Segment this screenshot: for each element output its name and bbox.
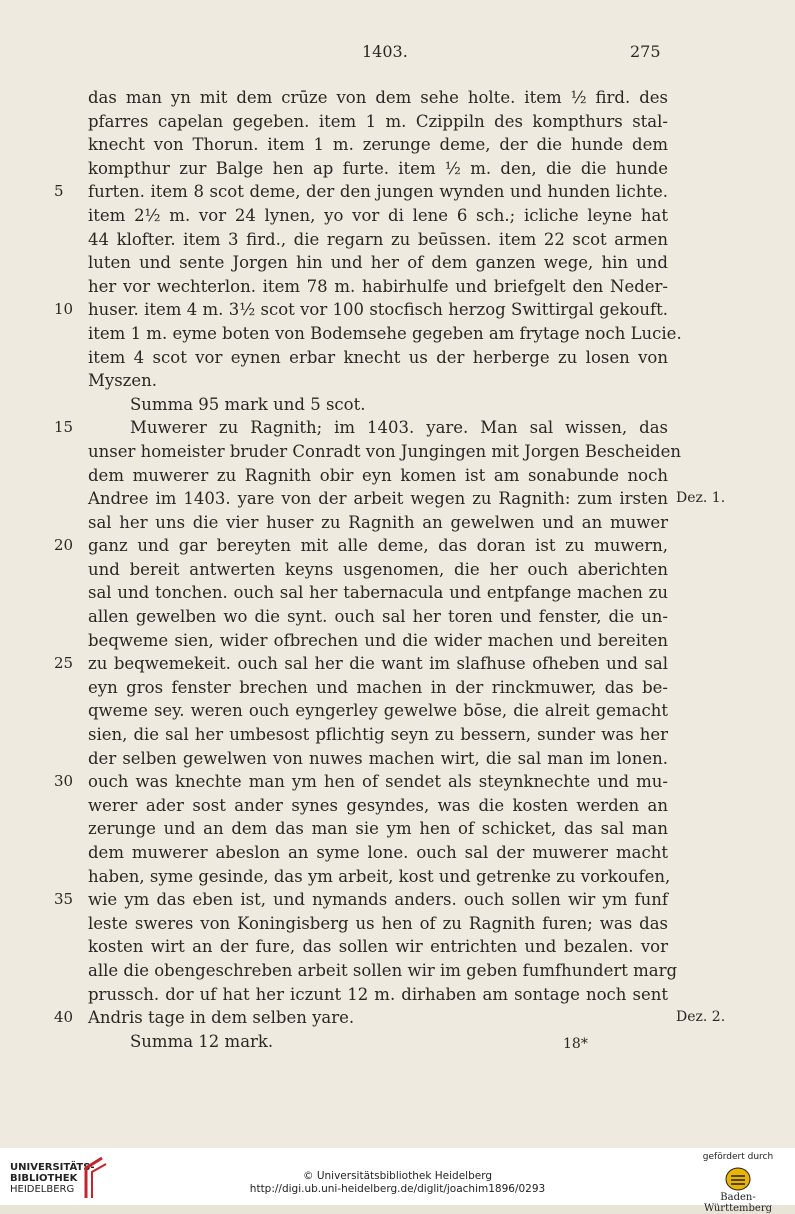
line-number: 20 xyxy=(54,536,74,555)
line-text: werer ader sost ander synes gesyndes, was die kosten werden an xyxy=(88,795,668,815)
line-text: huser. item 4 m. 3½ scot vor 100 stocfisch herzog Swittirgal gekouft. xyxy=(88,300,668,320)
margin-date-note: Dez. 2. xyxy=(676,1009,726,1026)
text-line xyxy=(88,747,668,771)
margin-date-note: Dez. 1. xyxy=(676,490,726,507)
line-text: Muwerer zu Ragnith; im 1403. yare. Man sal wissen, das xyxy=(130,418,668,438)
line-text: Myszen. xyxy=(88,371,158,391)
line-text: her vor wechterlon. item 78 m. habirhulfe und briefgelt den Neder- xyxy=(88,276,668,296)
line-text: ganz und gar bereyten mit alle deme, das doran ist zu muwern, xyxy=(88,536,668,556)
text-line xyxy=(88,464,668,488)
line-text: Summa 12 mark. xyxy=(130,1031,274,1051)
line-text: unser homeister bruder Conradt von Jungingen mit Jorgen Bescheiden xyxy=(88,441,682,461)
text-line xyxy=(88,629,668,653)
line-text: eyn gros fenster brechen und machen in der rinckmuwer, das be- xyxy=(88,677,668,697)
line-text: Andris tage in dem selben yare. xyxy=(88,1008,355,1028)
running-head-year: 1403. xyxy=(362,42,408,61)
line-text: beqweme sien, wider ofbrechen und die wider machen und bereiten xyxy=(88,630,668,650)
line-text: kosten wirt an der fure, das sollen wir entrichten und bezalen. vor xyxy=(88,937,668,957)
line-text: leste sweres von Koningisberg us hen of zu Ragnith furen; was das xyxy=(88,913,668,933)
line-text: allen gewelben wo die synt. ouch sal her toren und fenster, die un- xyxy=(88,607,668,627)
text-line xyxy=(54,770,668,794)
text-line xyxy=(88,935,668,959)
text-line xyxy=(88,794,668,818)
text-line xyxy=(88,912,668,936)
text-line xyxy=(88,110,668,134)
line-text: knecht von Thorun. item 1 m. zerunge deme, der die hunde dem xyxy=(88,135,668,155)
line-text: Summa 95 mark und 5 scot. xyxy=(130,394,366,414)
line-text: zu beqwemekeit. ouch sal her die want im slafhuse ofheben und sal xyxy=(88,654,668,674)
text-line xyxy=(88,369,668,393)
line-text: kompthur zur Balge hen ap furte. item ½ m. den, die die hunde xyxy=(88,158,668,178)
text-line xyxy=(88,440,682,464)
line-number: 5 xyxy=(54,182,64,201)
text-line xyxy=(88,699,668,723)
text-line xyxy=(88,865,671,889)
line-text: zerunge und an dem das man sie ym hen of schicket, das sal man xyxy=(88,819,668,839)
line-text: Andree im 1403. yare von der arbeit wegen zu Ragnith: zum irsten xyxy=(88,489,668,509)
line-text: ouch was knechte man ym hen of sendet als steynknechte und mu- xyxy=(88,772,668,792)
line-text: pfarres capelan gegeben. item 1 m. Czippiln des kompthurs stal- xyxy=(88,111,668,131)
line-text: das man yn mit dem crūze von dem sehe holte. item ½ fird. des xyxy=(88,88,668,107)
line-number: 35 xyxy=(54,890,74,909)
line-text: dem muwerer zu Ragnith obir eyn komen ist am sonabunde noch xyxy=(88,465,668,485)
sponsor-name: Baden-Württemberg xyxy=(703,1192,773,1214)
text-line xyxy=(88,393,668,417)
line-text: prussch. dor uf hat her iczunt 12 m. dirhaben am sontage noch sent xyxy=(88,984,668,1004)
text-line xyxy=(88,346,668,370)
text-line xyxy=(88,817,668,841)
text-line xyxy=(88,959,678,983)
text-line xyxy=(54,652,668,676)
line-text: sal her uns die vier huser zu Ragnith an gewelwen und an muwer xyxy=(88,512,668,532)
signature-mark: 18* xyxy=(563,1036,588,1052)
viewer-footer xyxy=(0,1148,795,1214)
text-line xyxy=(88,86,668,110)
line-number: 25 xyxy=(54,654,74,673)
line-text: item 1 m. eyme boten von Bodemsehe gegeben am frytage noch Lucie. xyxy=(88,323,682,343)
library-name-line: BIBLIOTHEK xyxy=(10,1173,78,1184)
text-line xyxy=(88,157,668,181)
text-line xyxy=(88,723,668,747)
line-text: und bereit antwerten keyns usgenomen, die her ouch aberichten xyxy=(88,559,668,579)
text-line xyxy=(88,251,668,275)
text-line xyxy=(88,133,668,157)
copyright-notice: © Universitätsbibliothek Heidelberg xyxy=(302,1170,492,1182)
text-line xyxy=(88,605,668,629)
text-line xyxy=(88,322,682,346)
line-text: dem muwerer abeslon an syme lone. ouch sal der muwerer macht xyxy=(88,843,668,862)
line-text: furten. item 8 scot deme, der den jungen wynden und hunden lichte. xyxy=(88,182,668,202)
line-text: item 4 scot vor eynen erbar knecht us der herberge zu losen von xyxy=(88,347,668,367)
text-line xyxy=(88,581,668,605)
permalink[interactable]: http://digi.ub.uni-heidelberg.de/diglit/joachim1896/0293 xyxy=(249,1183,546,1195)
text-line xyxy=(88,204,668,228)
line-text: sien, die sal her umbesost pflichtig seyn zu bessern, sunder was her xyxy=(88,725,668,745)
library-name-line: HEIDELBERG xyxy=(10,1184,75,1195)
text-line xyxy=(88,841,668,865)
text-line xyxy=(54,1006,726,1030)
text-line xyxy=(88,983,668,1007)
sponsor-label: gefördert durch xyxy=(702,1152,774,1162)
line-number: 15 xyxy=(54,418,74,437)
text-line xyxy=(88,676,668,700)
line-number: 30 xyxy=(54,772,74,791)
text-line xyxy=(54,298,668,322)
page-number: 275 xyxy=(630,42,661,61)
text-line xyxy=(54,180,668,204)
line-number: 10 xyxy=(54,300,74,319)
text-line xyxy=(88,487,726,511)
text-line xyxy=(54,534,668,558)
text-line xyxy=(88,275,668,299)
line-text: sal und tonchen. ouch sal her tabernacula und entpfange machen zu xyxy=(88,583,668,603)
line-text: alle die obengeschreben arbeit sollen wir im geben fumfhundert marg xyxy=(88,960,678,980)
state-crest-icon xyxy=(723,1166,753,1194)
line-text: der selben gewelwen von nuwes machen wirt, die sal man im lonen. xyxy=(88,748,668,768)
line-text: luten und sente Jorgen hin und her of dem ganzen wege, hin und xyxy=(88,253,668,273)
document-text xyxy=(54,86,726,1053)
line-text: 44 klofter. item 3 fird., die regarn zu beūssen. item 22 scot armen xyxy=(88,229,668,249)
line-text: qweme sey. weren ouch eyngerley gewelwe bōse, die alreit gemacht xyxy=(88,701,668,721)
line-number: 40 xyxy=(54,1008,74,1027)
text-line xyxy=(88,228,668,252)
text-line xyxy=(54,888,668,912)
library-name-line: UNIVERSITÄTS- xyxy=(10,1162,95,1173)
line-text: item 2½ m. vor 24 lynen, yo vor di lene 6 sch.; icliche leyne hat xyxy=(88,205,668,225)
line-text: haben, syme gesinde, das ym arbeit, kost und getrenke zu vorkoufen, xyxy=(88,866,671,886)
text-line xyxy=(54,416,668,440)
text-line xyxy=(88,511,668,535)
line-text: wie ym das eben ist, und nymands anders. ouch sollen wir ym funf xyxy=(88,890,668,910)
text-line xyxy=(88,558,668,582)
